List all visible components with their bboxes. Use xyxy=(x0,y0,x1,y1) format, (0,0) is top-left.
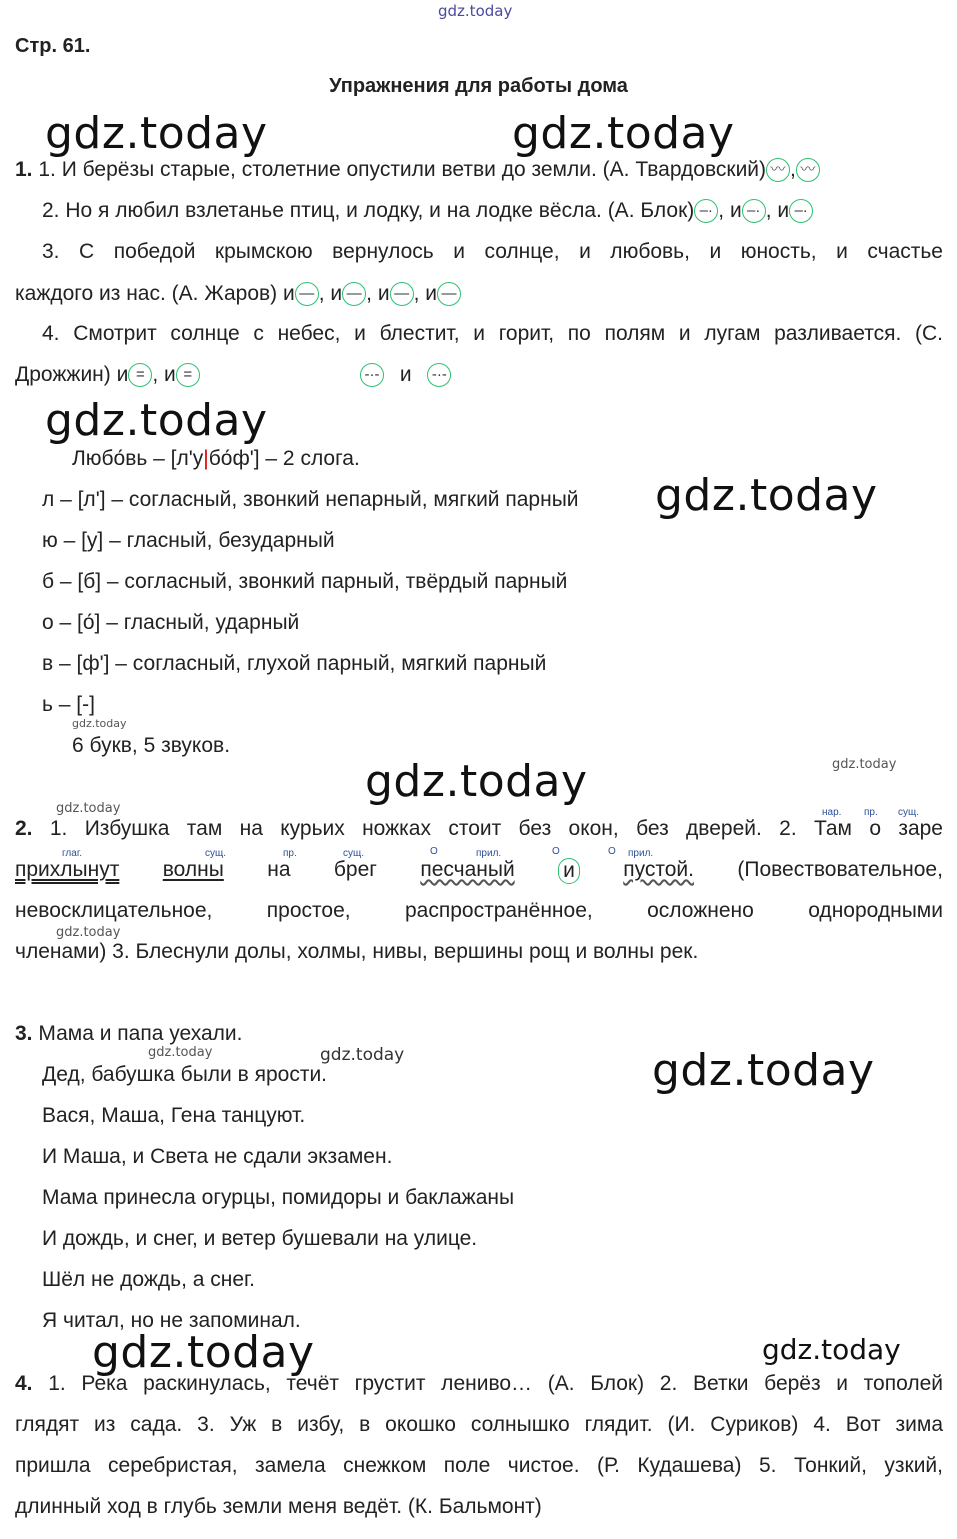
page-reference: Стр. 61. xyxy=(15,35,91,57)
comma: , xyxy=(718,199,725,222)
ex3-line: И дождь, и снег, и ветер бушевали на улице. xyxy=(42,1227,478,1250)
ex1-sentence-4a xyxy=(15,322,943,346)
ex4-line-4: длинный ход в глубь земли меня ведёт. (К. Бальмонт) xyxy=(15,1495,542,1518)
watermark: gdz.today xyxy=(365,756,588,807)
watermark: gdz.today xyxy=(45,395,268,446)
conjunction-circled: и xyxy=(558,858,580,884)
letter-analysis: ь – [-] xyxy=(42,693,95,716)
transcription-part: бо́ф'] – 2 слога. xyxy=(208,447,360,470)
ex3-line: Вася, Маша, Гена танцуют. xyxy=(42,1104,306,1127)
sentence-text: 4. Смотрит солнце с небес, и блестит, и горит, по полям и лугам разливается. (С. xyxy=(42,322,943,345)
pos-label: сущ. xyxy=(898,807,920,818)
object-dash-icon: –· xyxy=(742,199,766,223)
exercise-number: 1. xyxy=(15,158,33,181)
word: однородными xyxy=(808,899,943,922)
watermark-small: gdz.today xyxy=(56,801,121,816)
pos-label: пр. xyxy=(864,807,878,818)
pos-label: О xyxy=(608,846,616,857)
pos-label: прил. xyxy=(476,848,502,859)
conjunction: и xyxy=(425,282,437,305)
subject-line-icon: — xyxy=(437,282,461,306)
ex4-line-2: глядят из сада. 3. Уж в избу, в окошко солнышко глядит. (И. Суриков) 4. Вот зима xyxy=(15,1413,943,1436)
predicate-wavy-icon: 〰 xyxy=(766,158,790,182)
conjunction: и xyxy=(777,199,790,222)
ex4-line-1 xyxy=(15,1372,943,1396)
sentence-text: каждого из нас. (А. Жаров) xyxy=(15,282,278,305)
sentence-text: 2. Но я любил взлетанье птиц, и лодку, и на лодке вёсла. (А. Блок) xyxy=(42,199,695,222)
ex1-sentence-3b xyxy=(15,282,943,306)
ex3-line: Дед, бабушка были в ярости. xyxy=(42,1063,328,1086)
word: невосклицательное, xyxy=(15,899,213,922)
word: на xyxy=(267,858,291,881)
watermark-small: gdz.today xyxy=(56,925,121,940)
watermark: gdz.today xyxy=(45,108,268,159)
exercise-number: 4. xyxy=(15,1372,33,1395)
watermark: gdz.today xyxy=(762,1333,901,1366)
phonetic-title xyxy=(72,447,360,471)
ex1-sentence-1 xyxy=(15,158,943,182)
pos-label: нар. xyxy=(822,807,842,818)
comma: , xyxy=(790,158,796,181)
attribute-word: пустой. xyxy=(623,858,694,881)
exercise-number: 3. xyxy=(15,1022,33,1045)
conjunction: и xyxy=(729,199,742,222)
sentence-text: 1. Река раскинулась, течёт грустит лениво… (А. Блок) 2. Ветки берёз и тополей xyxy=(48,1372,943,1395)
pos-label: сущ. xyxy=(343,848,365,859)
word: простое, xyxy=(266,899,351,922)
analysis-summary: 6 букв, 5 звуков. xyxy=(72,734,231,757)
subject-word: волны xyxy=(162,858,224,881)
conjunction: и xyxy=(283,282,295,305)
ex3-line: И Маша, и Света не сдали экзамен. xyxy=(42,1145,393,1168)
ex4-line-3: пришла серебристая, замела снежком поле чистое. (Р. Кудашева) 5. Тонкий, узкий, xyxy=(15,1454,943,1477)
ex2-line-2 xyxy=(15,858,943,884)
object-dash-icon: –· xyxy=(789,199,813,223)
ex2-line-1 xyxy=(15,817,943,841)
sentence-text: Мама и папа уехали. xyxy=(38,1022,243,1045)
attribute-word: песчаный xyxy=(420,858,515,881)
pos-label: прил. xyxy=(628,848,654,859)
watermark-top: gdz.today xyxy=(438,2,513,20)
watermark-small: gdz.today xyxy=(72,717,127,730)
word: осложнено xyxy=(647,899,754,922)
letter-analysis: б – [б] – согласный, звонкий парный, твёрдый парный xyxy=(42,570,568,593)
conjunction: и xyxy=(399,363,412,386)
conjunction: и xyxy=(116,363,129,386)
ex2-line-4: членами) 3. Блеснули долы, холмы, нивы, вершины рощ и волны рек. xyxy=(15,940,699,963)
pos-label: сущ. xyxy=(205,848,227,859)
conjunction: и xyxy=(330,282,343,305)
pos-label: О xyxy=(552,846,560,857)
conjunction: и xyxy=(164,363,176,386)
pos-label: пр. xyxy=(283,848,297,859)
ex1-sentence-4b xyxy=(15,363,943,387)
subject-line-icon: — xyxy=(342,282,366,306)
predicate-wavy-icon: 〰 xyxy=(796,158,820,182)
comma: , xyxy=(765,199,772,222)
watermark: gdz.today xyxy=(92,1327,315,1378)
watermark: gdz.today xyxy=(655,470,878,521)
predicate-word: прихлынут xyxy=(15,858,120,881)
watermark-small: gdz.today xyxy=(148,1045,213,1060)
word: (Повествовательное, xyxy=(737,858,943,881)
pos-label: О xyxy=(430,846,438,857)
conjunction: и xyxy=(377,282,390,305)
syllable-divider: | xyxy=(203,447,209,470)
watermark-small: gdz.today xyxy=(832,757,897,772)
word: распространённое, xyxy=(404,899,593,922)
ex1-sentence-3a xyxy=(15,240,943,264)
comma: , xyxy=(152,363,159,386)
letter-analysis: л – [л'] – согласный, звонкий непарный, мягкий парный xyxy=(42,488,579,511)
comma: , xyxy=(413,282,420,305)
letter-analysis: ю – [у] – гласный, безударный xyxy=(42,529,335,552)
page-title: Упражнения для работы дома xyxy=(329,75,628,97)
ex3-line: Мама принесла огурцы, помидоры и баклажаны xyxy=(42,1186,515,1209)
circumstance-dash-dot-icon: -·- xyxy=(360,363,384,387)
circumstance-marks xyxy=(360,363,451,387)
comma: , xyxy=(366,282,372,305)
circumstance-dash-dot-icon: -·- xyxy=(427,363,451,387)
sentence-text: 1. И берёзы старые, столетние опустили ветви до земли. (А. Твардовский) xyxy=(38,158,767,181)
predicate-double-line-icon: = xyxy=(176,363,200,387)
watermark: gdz.today xyxy=(652,1045,875,1096)
ex3-line: Я читал, но не запоминал. xyxy=(42,1309,301,1332)
subject-line-icon: — xyxy=(390,282,414,306)
watermark-small: gdz.today xyxy=(320,1045,405,1065)
watermark: gdz.today xyxy=(512,108,735,159)
pos-label: глаг. xyxy=(62,848,83,859)
ex3-line: Шёл не дождь, а снег. xyxy=(42,1268,255,1291)
letter-analysis: о – [о́] – гласный, ударный xyxy=(42,611,300,634)
sentence-text: 3. С победой крымскою вернулось и солнце, и любовь, и юность, и счастье xyxy=(42,240,943,263)
exercise-number: 2. xyxy=(15,817,33,840)
ex2-line-3 xyxy=(15,899,943,923)
ex1-sentence-2 xyxy=(42,199,957,223)
sentence-text: Дрожжин) xyxy=(15,363,111,386)
word: брег xyxy=(333,858,377,881)
ex3-line-1 xyxy=(15,1022,242,1046)
subject-line-icon: — xyxy=(295,282,319,306)
predicate-double-line-icon: = xyxy=(128,363,152,387)
sentence-text: 1. Избушка там на курьих ножках стоит без окон, без дверей. 2. Там о заре xyxy=(49,817,943,840)
object-dash-icon: –· xyxy=(694,199,718,223)
letter-analysis: в – [ф'] – согласный, глухой парный, мягкий парный xyxy=(42,652,547,675)
transcription-part: Любо́вь – [л'у xyxy=(72,447,204,470)
comma: , xyxy=(318,282,325,305)
